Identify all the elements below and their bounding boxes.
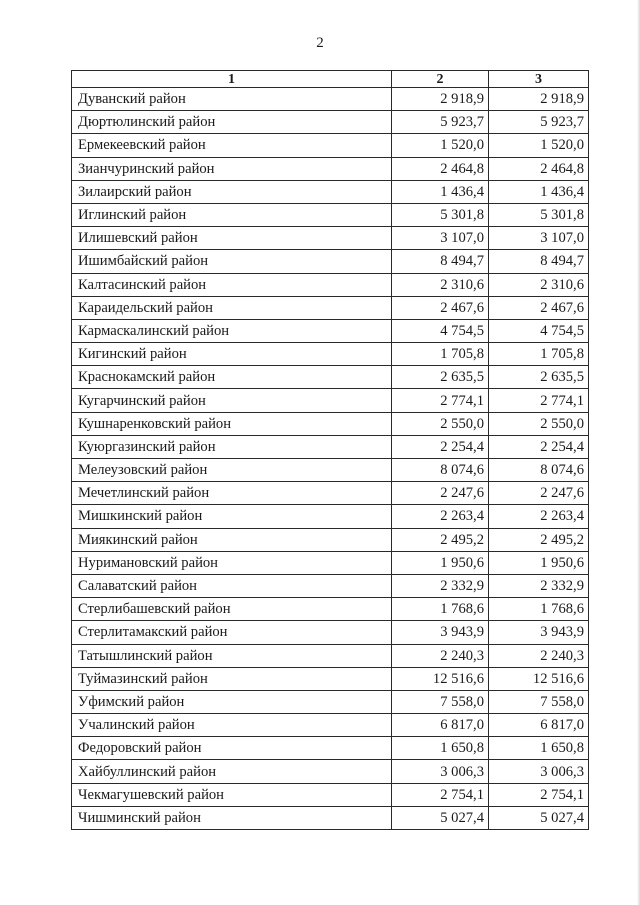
- district-name-cell: Чекмагушевский район: [72, 783, 392, 806]
- value-column-3-cell: 1 520,0: [489, 134, 589, 157]
- table-row: [72, 806, 589, 829]
- district-table: [71, 70, 589, 830]
- value-column-2-cell: 2 310,6: [392, 273, 489, 296]
- value-column-2-cell: 2 774,1: [392, 389, 489, 412]
- table-row: [72, 88, 589, 111]
- district-name-cell: Федоровский район: [72, 737, 392, 760]
- table-row: [72, 621, 589, 644]
- value-column-2-cell: 5 027,4: [392, 806, 489, 829]
- page-number: 2: [316, 35, 324, 51]
- table-row: [72, 505, 589, 528]
- table-row: [72, 273, 589, 296]
- value-column-2-cell: 2 247,6: [392, 482, 489, 505]
- value-column-2-cell: 8 494,7: [392, 250, 489, 273]
- district-name-cell: Туймазинский район: [72, 667, 392, 690]
- table-row: [72, 644, 589, 667]
- value-column-2-cell: 12 516,6: [392, 667, 489, 690]
- value-column-3-cell: 2 467,6: [489, 296, 589, 319]
- district-name-cell: Зилаирский район: [72, 180, 392, 203]
- value-column-2-cell: 2 918,9: [392, 88, 489, 111]
- value-column-2-cell: 1 520,0: [392, 134, 489, 157]
- value-column-3-cell: 1 650,8: [489, 737, 589, 760]
- value-column-2-cell: 7 558,0: [392, 690, 489, 713]
- table-row: [72, 157, 589, 180]
- value-column-2-cell: 8 074,6: [392, 459, 489, 482]
- value-column-3-cell: 12 516,6: [489, 667, 589, 690]
- district-name-cell: Караидельский район: [72, 296, 392, 319]
- district-name-cell: Мелеузовский район: [72, 459, 392, 482]
- table-row: [72, 551, 589, 574]
- value-column-3-cell: 5 027,4: [489, 806, 589, 829]
- table-row: [72, 598, 589, 621]
- value-column-3-cell: 2 550,0: [489, 412, 589, 435]
- value-column-3-cell: 8 494,7: [489, 250, 589, 273]
- value-column-3-cell: 5 923,7: [489, 111, 589, 134]
- district-name-cell: Мишкинский район: [72, 505, 392, 528]
- value-column-3-cell: 1 705,8: [489, 343, 589, 366]
- value-column-3-cell: 2 240,3: [489, 644, 589, 667]
- value-column-2-cell: 2 754,1: [392, 783, 489, 806]
- value-column-3-cell: 2 464,8: [489, 157, 589, 180]
- value-column-2-cell: 2 635,5: [392, 366, 489, 389]
- table-row: [72, 690, 589, 713]
- value-column-2-cell: 1 705,8: [392, 343, 489, 366]
- district-name-cell: Уфимский район: [72, 690, 392, 713]
- table-row: [72, 737, 589, 760]
- value-column-2-cell: 2 467,6: [392, 296, 489, 319]
- value-column-3-cell: 2 263,4: [489, 505, 589, 528]
- value-column-3-cell: 2 254,4: [489, 435, 589, 458]
- value-column-2-cell: 1 436,4: [392, 180, 489, 203]
- table-row: [72, 459, 589, 482]
- district-name-cell: Краснокамский район: [72, 366, 392, 389]
- value-column-2-cell: 2 332,9: [392, 574, 489, 597]
- district-name-cell: Татышлинский район: [72, 644, 392, 667]
- value-column-2-cell: 1 950,6: [392, 551, 489, 574]
- table-row: [72, 389, 589, 412]
- district-name-cell: Кугарчинский район: [72, 389, 392, 412]
- value-column-2-cell: 1 768,6: [392, 598, 489, 621]
- district-name-cell: Хайбуллинский район: [72, 760, 392, 783]
- district-name-cell: Миякинский район: [72, 528, 392, 551]
- value-column-2-cell: 5 301,8: [392, 203, 489, 226]
- table-row: [72, 714, 589, 737]
- value-column-2-cell: 3 943,9: [392, 621, 489, 644]
- value-column-3-cell: 6 817,0: [489, 714, 589, 737]
- value-column-3-cell: 1 768,6: [489, 598, 589, 621]
- table-row: [72, 343, 589, 366]
- value-column-3-cell: 3 006,3: [489, 760, 589, 783]
- value-column-3-cell: 8 074,6: [489, 459, 589, 482]
- value-column-3-cell: 2 332,9: [489, 574, 589, 597]
- table-row: [72, 203, 589, 226]
- district-name-cell: Дюртюлинский район: [72, 111, 392, 134]
- district-name-cell: Нуримановский район: [72, 551, 392, 574]
- table-row: [72, 111, 589, 134]
- table-row: [72, 574, 589, 597]
- table-row: [72, 783, 589, 806]
- column-header-1: 1: [72, 71, 392, 88]
- column-header-2: 2: [392, 71, 489, 88]
- table-body: [72, 88, 589, 830]
- district-name-cell: Дуванский район: [72, 88, 392, 111]
- value-column-3-cell: 3 107,0: [489, 227, 589, 250]
- value-column-2-cell: 5 923,7: [392, 111, 489, 134]
- value-column-2-cell: 4 754,5: [392, 319, 489, 342]
- value-column-3-cell: 2 635,5: [489, 366, 589, 389]
- district-name-cell: Салаватский район: [72, 574, 392, 597]
- value-column-2-cell: 2 495,2: [392, 528, 489, 551]
- table-row: [72, 134, 589, 157]
- value-column-3-cell: 2 774,1: [489, 389, 589, 412]
- value-column-3-cell: 2 495,2: [489, 528, 589, 551]
- value-column-2-cell: 2 464,8: [392, 157, 489, 180]
- value-column-3-cell: 4 754,5: [489, 319, 589, 342]
- district-name-cell: Кушнаренковский район: [72, 412, 392, 435]
- value-column-3-cell: 3 943,9: [489, 621, 589, 644]
- table-row: [72, 296, 589, 319]
- district-name-cell: Мечетлинский район: [72, 482, 392, 505]
- table-row: [72, 435, 589, 458]
- value-column-3-cell: 5 301,8: [489, 203, 589, 226]
- table-header-row: [72, 71, 589, 88]
- value-column-3-cell: 2 310,6: [489, 273, 589, 296]
- table-row: [72, 250, 589, 273]
- table-row: [72, 482, 589, 505]
- value-column-2-cell: 2 254,4: [392, 435, 489, 458]
- table-row: [72, 667, 589, 690]
- district-name-cell: Чишминский район: [72, 806, 392, 829]
- district-name-cell: Кармаскалинский район: [72, 319, 392, 342]
- district-name-cell: Стерлибашевский район: [72, 598, 392, 621]
- table-row: [72, 412, 589, 435]
- table-row: [72, 366, 589, 389]
- table-row: [72, 180, 589, 203]
- value-column-3-cell: 2 247,6: [489, 482, 589, 505]
- value-column-2-cell: 3 107,0: [392, 227, 489, 250]
- value-column-2-cell: 6 817,0: [392, 714, 489, 737]
- table-row: [72, 227, 589, 250]
- district-name-cell: Стерлитамакский район: [72, 621, 392, 644]
- district-name-cell: Иглинский район: [72, 203, 392, 226]
- value-column-3-cell: 7 558,0: [489, 690, 589, 713]
- table-row: [72, 319, 589, 342]
- value-column-3-cell: 1 436,4: [489, 180, 589, 203]
- district-name-cell: Кигинский район: [72, 343, 392, 366]
- value-column-2-cell: 1 650,8: [392, 737, 489, 760]
- district-name-cell: Калтасинский район: [72, 273, 392, 296]
- value-column-2-cell: 2 240,3: [392, 644, 489, 667]
- district-name-cell: Ермекеевский район: [72, 134, 392, 157]
- table-row: [72, 760, 589, 783]
- value-column-2-cell: 3 006,3: [392, 760, 489, 783]
- value-column-3-cell: 2 754,1: [489, 783, 589, 806]
- value-column-2-cell: 2 263,4: [392, 505, 489, 528]
- district-name-cell: Учалинский район: [72, 714, 392, 737]
- value-column-3-cell: 1 950,6: [489, 551, 589, 574]
- district-name-cell: Зианчуринский район: [72, 157, 392, 180]
- value-column-3-cell: 2 918,9: [489, 88, 589, 111]
- value-column-2-cell: 2 550,0: [392, 412, 489, 435]
- district-name-cell: Илишевский район: [72, 227, 392, 250]
- district-name-cell: Куюргазинский район: [72, 435, 392, 458]
- column-header-3: 3: [489, 71, 589, 88]
- table-row: [72, 528, 589, 551]
- district-name-cell: Ишимбайский район: [72, 250, 392, 273]
